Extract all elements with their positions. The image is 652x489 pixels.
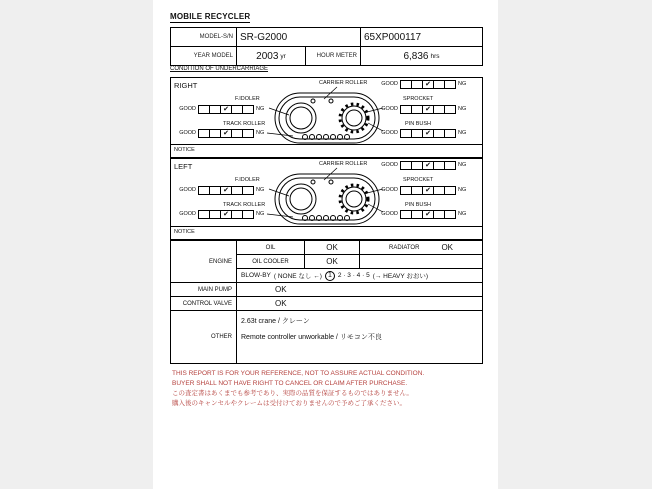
undercarriage-left-panel bbox=[170, 158, 483, 240]
carrier-roller-label: CARRIER ROLLER bbox=[319, 161, 368, 167]
oil-value: OK bbox=[305, 241, 360, 254]
good-label: GOOD bbox=[381, 81, 398, 87]
ng-label: NG bbox=[458, 130, 467, 136]
year-number: 2003 bbox=[256, 50, 279, 62]
rating-cell bbox=[444, 161, 456, 170]
pin-bush-rating-left bbox=[378, 209, 466, 219]
good-label: GOOD bbox=[179, 211, 196, 217]
notice-row-left bbox=[171, 226, 482, 239]
other-note-line: Remote controller unworkable / リモコン不良 bbox=[241, 334, 382, 341]
rating-cell: ✔ bbox=[422, 161, 434, 170]
rating-cell: ✔ bbox=[422, 129, 434, 138]
notice-label: NOTICE bbox=[174, 147, 195, 153]
radiator-cell bbox=[360, 241, 482, 254]
year-unit: yr bbox=[280, 52, 286, 60]
blow-by-label: BLOW-BY bbox=[241, 272, 271, 279]
rating-cell bbox=[444, 80, 456, 89]
rating-cell: ✔ bbox=[422, 210, 434, 219]
good-label: GOOD bbox=[179, 187, 196, 193]
oil-cooler-row bbox=[237, 255, 482, 269]
pin-bush-label: PIN BUSH bbox=[405, 121, 431, 127]
sprocket-label: SPROCKET bbox=[403, 177, 434, 183]
year-value bbox=[237, 47, 306, 65]
good-label: GOOD bbox=[179, 130, 196, 136]
sprocket-rating-left bbox=[378, 185, 466, 195]
year-hour-row bbox=[171, 46, 482, 65]
rating-cell: ✔ bbox=[220, 210, 232, 219]
rating-cells bbox=[198, 186, 254, 195]
empty-cell bbox=[360, 255, 482, 268]
ng-label: NG bbox=[458, 81, 467, 87]
document-content bbox=[170, 0, 483, 489]
front-idler-rating-left bbox=[176, 185, 264, 195]
disclaimer-line: BUYER SHALL NOT HAVE RIGHT TO CANCEL OR CLAIM AFTER PURCHASE. bbox=[172, 380, 408, 387]
radiator-value: OK bbox=[441, 243, 453, 252]
year-model-label: YEAR MODEL bbox=[171, 47, 237, 65]
blow-by-row bbox=[237, 269, 482, 282]
rating-cells bbox=[400, 105, 456, 114]
rating-cells bbox=[400, 80, 456, 89]
blow-by-heavy-note: (→ HEAVY おおい) bbox=[372, 273, 429, 280]
rating-cell: ✔ bbox=[220, 105, 232, 114]
track-roller-label: TRACK ROLLER bbox=[223, 121, 266, 127]
hour-meter-label: HOUR METER bbox=[306, 47, 361, 65]
ng-label: NG bbox=[458, 162, 467, 168]
front-idler-label: F.IDOLER bbox=[235, 177, 260, 183]
hour-number: 6,836 bbox=[403, 50, 429, 62]
control-valve-row bbox=[171, 296, 482, 310]
front-idler-rating-right bbox=[176, 104, 264, 114]
sprocket-rating-right bbox=[378, 104, 466, 114]
document-page bbox=[153, 0, 498, 489]
carrier-roller-label: CARRIER ROLLER bbox=[319, 80, 368, 86]
rating-cell bbox=[242, 105, 254, 114]
main-pump-row bbox=[171, 282, 482, 296]
engine-block bbox=[171, 241, 482, 282]
undercarriage-section-title: CONDITION OF UNDERCARRIAGE bbox=[170, 66, 269, 72]
good-label: GOOD bbox=[381, 187, 398, 193]
model-value: SR-G2000 bbox=[237, 28, 361, 46]
rating-cell bbox=[444, 210, 456, 219]
good-label: GOOD bbox=[381, 211, 398, 217]
track-roller-rating-left bbox=[176, 209, 264, 219]
ng-label: NG bbox=[256, 106, 265, 112]
ng-label: NG bbox=[256, 130, 265, 136]
rating-cells bbox=[400, 210, 456, 219]
sprocket-label: SPROCKET bbox=[403, 96, 434, 102]
rating-cells bbox=[400, 186, 456, 195]
main-pump-value: OK bbox=[275, 285, 287, 294]
control-valve-value: OK bbox=[275, 299, 287, 308]
other-notes bbox=[237, 311, 382, 342]
disclaimer-line: 購入後のキャンセルやクレームは受付けておりませんので予めご了承ください。 bbox=[172, 400, 406, 407]
side-label-right: RIGHT bbox=[174, 81, 198, 90]
serial-value: 65XP000117 bbox=[364, 31, 422, 43]
blow-by-scale-values: 2 · 3 · 4 · 5 bbox=[337, 272, 370, 279]
good-label: GOOD bbox=[381, 162, 398, 168]
oil-cooler-label: OIL COOLER bbox=[237, 255, 305, 268]
rating-cell: ✔ bbox=[422, 186, 434, 195]
disclaimer-line: この査定書はあくまでも参考であり、実際の品質を保証するものではありません。 bbox=[172, 390, 413, 397]
header-table bbox=[170, 27, 483, 66]
rating-cells bbox=[400, 129, 456, 138]
ng-label: NG bbox=[458, 106, 467, 112]
main-pump-label: MAIN PUMP bbox=[171, 283, 237, 296]
carrier-roller-rating-left bbox=[378, 160, 466, 170]
rating-cell: ✔ bbox=[220, 129, 232, 138]
other-note-line: 2.63t crane / クレーン bbox=[241, 318, 310, 325]
undercarriage-right-panel bbox=[170, 77, 483, 158]
front-idler-label: F.IDOLER bbox=[235, 96, 260, 102]
pin-bush-rating-right bbox=[378, 128, 466, 138]
rating-cell: ✔ bbox=[220, 186, 232, 195]
model-serial-row bbox=[171, 28, 482, 46]
engine-rows bbox=[237, 241, 482, 282]
model-sn-label: MODEL-S/N bbox=[171, 28, 237, 46]
rating-cell: ✔ bbox=[422, 80, 434, 89]
notice-row-right bbox=[171, 144, 482, 157]
other-label: OTHER bbox=[171, 311, 237, 363]
rating-cell bbox=[444, 129, 456, 138]
control-valve-label: CONTROL VALVE bbox=[171, 297, 237, 310]
pin-bush-label: PIN BUSH bbox=[405, 202, 431, 208]
oil-label: OIL bbox=[237, 241, 305, 254]
carrier-roller-rating-right bbox=[378, 79, 466, 89]
blow-by-selected-value: 1 bbox=[325, 271, 335, 281]
ng-label: NG bbox=[256, 211, 265, 217]
hour-unit: hrs bbox=[430, 52, 440, 60]
page-title: MOBILE RECYCLER bbox=[170, 12, 251, 21]
disclaimer-line: THIS REPORT IS FOR YOUR REFERENCE, NOT TO ASSURE ACTUAL CONDITION. bbox=[172, 370, 425, 377]
engine-label: ENGINE bbox=[171, 241, 237, 282]
hour-meter-value bbox=[361, 47, 482, 65]
side-label-left: LEFT bbox=[174, 162, 193, 171]
good-label: GOOD bbox=[381, 106, 398, 112]
track-roller-label: TRACK ROLLER bbox=[223, 202, 266, 208]
good-label: GOOD bbox=[179, 106, 196, 112]
radiator-label: RADIATOR bbox=[388, 244, 420, 251]
blow-by-none-note: ( NONE なし ←) bbox=[273, 273, 322, 280]
rating-cells bbox=[198, 129, 254, 138]
notice-label: NOTICE bbox=[174, 229, 195, 235]
rating-cell bbox=[242, 129, 254, 138]
ng-label: NG bbox=[458, 187, 467, 193]
rating-cell bbox=[242, 210, 254, 219]
ng-label: NG bbox=[458, 211, 467, 217]
oil-row bbox=[237, 241, 482, 255]
rating-cells bbox=[400, 161, 456, 170]
rating-cells bbox=[198, 210, 254, 219]
rating-cell: ✔ bbox=[422, 105, 434, 114]
machine-condition-table bbox=[170, 240, 483, 364]
disclaimer-block bbox=[172, 369, 424, 409]
oil-cooler-value: OK bbox=[305, 255, 360, 268]
ng-label: NG bbox=[256, 187, 265, 193]
good-label: GOOD bbox=[381, 130, 398, 136]
rating-cell bbox=[242, 186, 254, 195]
track-roller-rating-right bbox=[176, 128, 264, 138]
rating-cells bbox=[198, 105, 254, 114]
other-row bbox=[171, 310, 482, 363]
rating-cell bbox=[444, 186, 456, 195]
rating-cell bbox=[444, 105, 456, 114]
